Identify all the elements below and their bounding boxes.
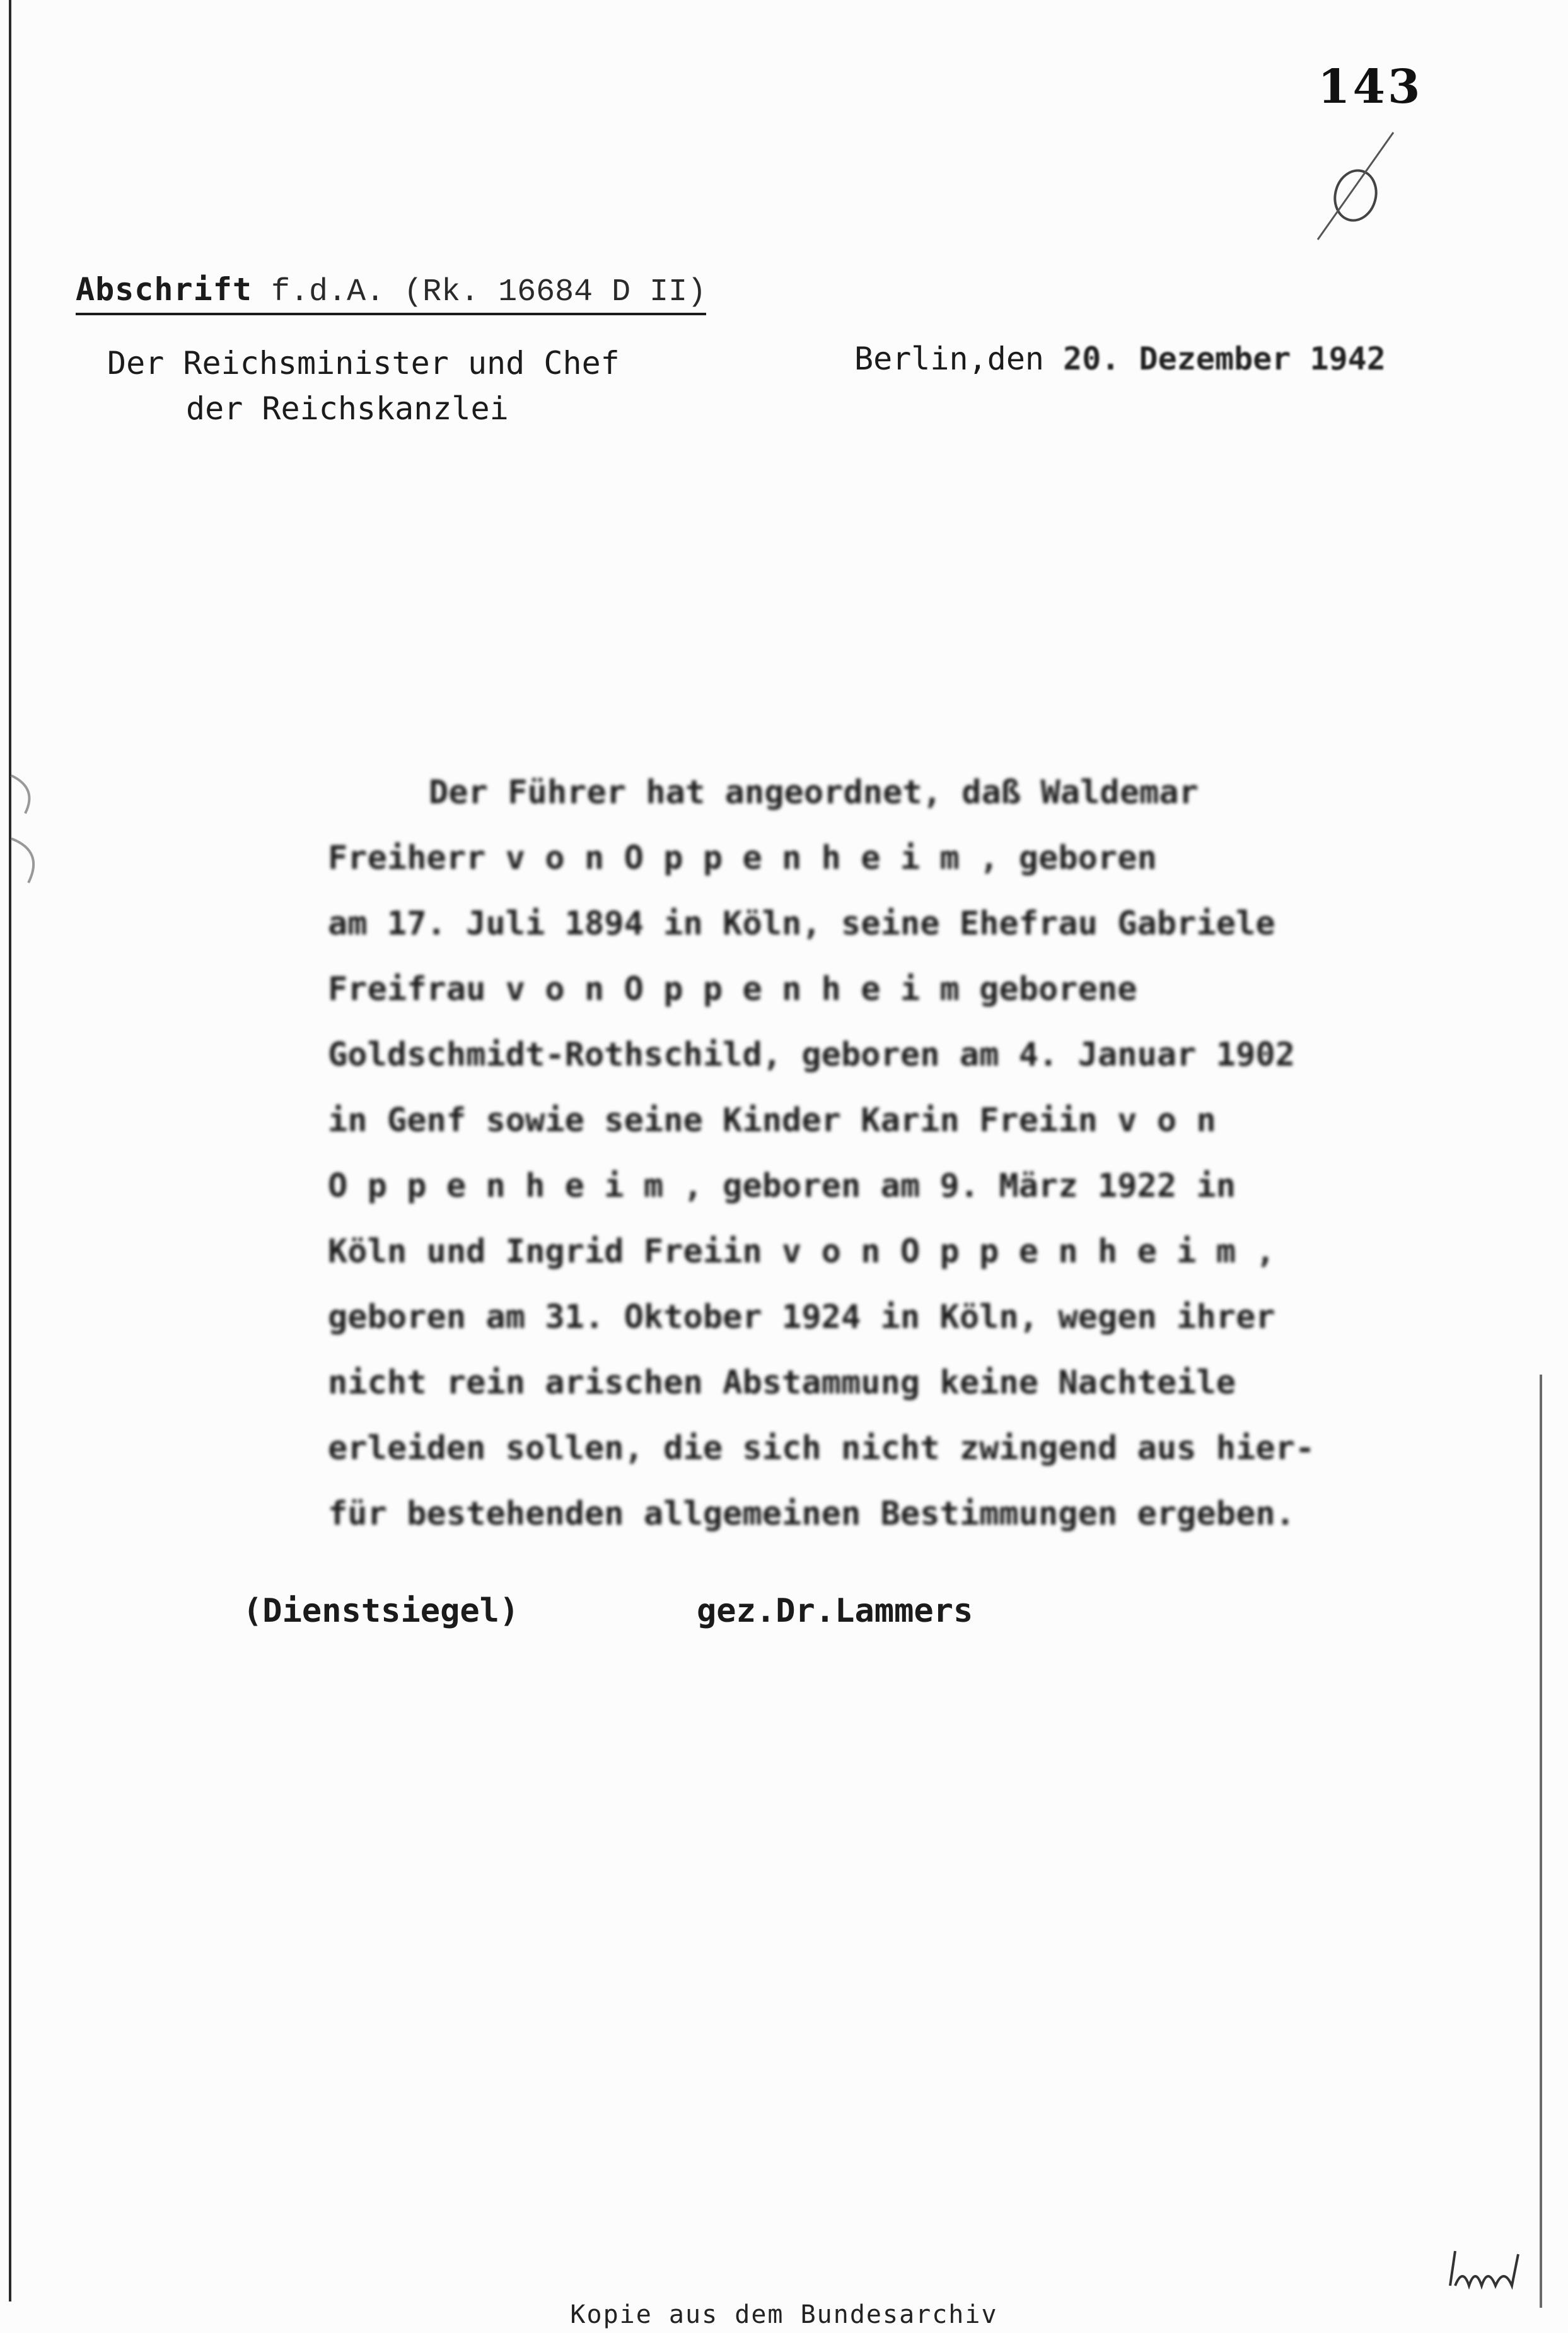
sender-block [107,340,620,431]
body-line: geboren am 31. Oktober 1924 in Köln, wegen ihrer [328,1298,1275,1336]
handwritten-zero-mark [1305,126,1412,246]
sender-line-2: der Reichskanzlei [186,390,509,427]
place-and-date [854,340,1386,377]
page-left-edge [9,0,11,2301]
signature-line: gez.Dr.Lammers [697,1592,973,1630]
body-line: Köln und Ingrid Freiin v o n O p p e n h e i m , [328,1233,1275,1271]
document-date: 20. Dezember 1942 [1063,340,1386,377]
copy-label: Abschrift [76,271,252,308]
body-line: in Genf sowie seine Kinder Karin Freiin v o n [328,1102,1216,1139]
official-seal-note: (Dienstsiegel) [243,1592,520,1630]
body-line: am 17. Juli 1894 in Köln, seine Ehefrau Gabriele [328,905,1275,943]
page-right-edge [1540,1375,1542,2308]
body-line: erleiden sollen, die sich nicht zwingend aus hier- [328,1429,1315,1467]
sender-line-1: Der Reichsminister und Chef [107,345,620,381]
archive-footer: Kopie aus dem Bundesarchiv [570,2300,998,2329]
body-line: Freifrau v o n O p p e n h e i m geborene [328,970,1137,1008]
file-reference: f.d.A. (Rk. 16684 D II) [271,274,707,310]
body-line: für bestehenden allgemeinen Bestimmungen ergeben. [328,1495,1296,1533]
body-line: Freiherr v o n O p p e n h e i m , geboren [328,839,1157,877]
binding-punch-marks [0,763,57,902]
handwritten-initials [1444,2242,1532,2298]
body-line: O p p e n h e i m , geboren am 9. März 1922 in [328,1167,1236,1205]
place-label: Berlin,den [854,340,1045,377]
decree-body [328,760,1315,1547]
body-line: Goldschmidt-Rothschild, geboren am 4. Januar 1902 [328,1036,1296,1074]
body-line: Der Führer hat angeordnet, daß Waldemar [429,774,1199,812]
archive-page-number: 143 [1318,60,1423,114]
body-line: nicht rein arischen Abstammung keine Nachteile [328,1364,1236,1402]
copy-heading [76,271,706,315]
